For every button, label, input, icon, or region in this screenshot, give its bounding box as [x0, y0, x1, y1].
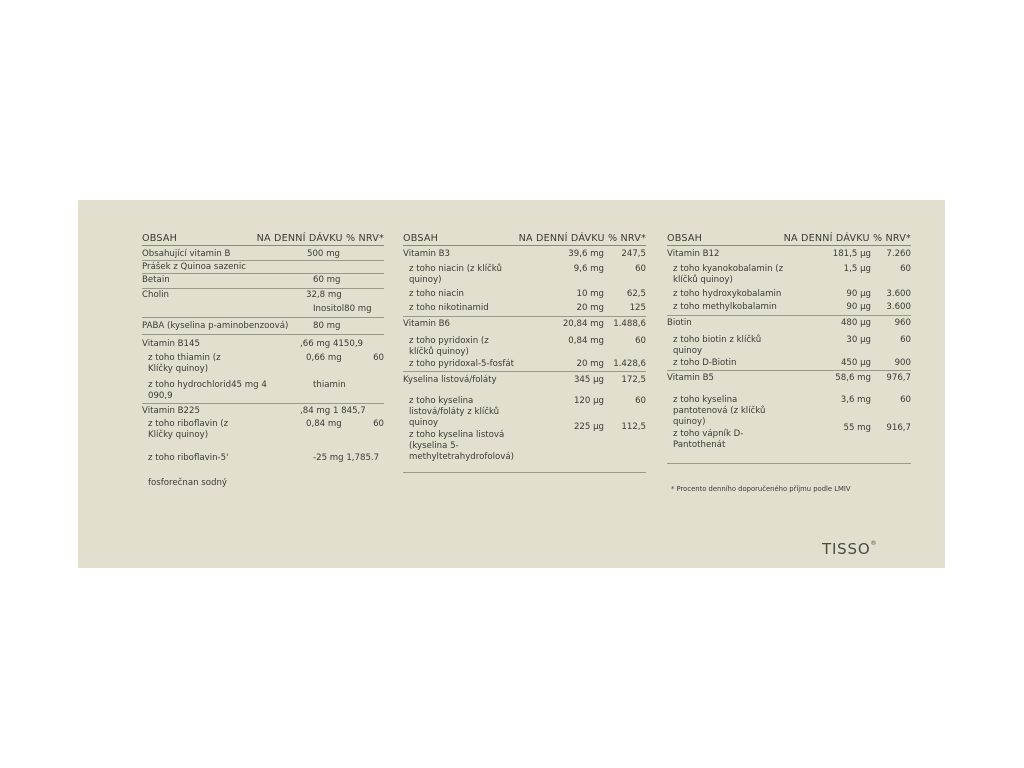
- row-amount: 90 µg: [846, 302, 871, 312]
- row-name: z toho riboflavin (z Klíčky quinoy): [148, 419, 229, 440]
- row-amount: 32,8 mg: [306, 290, 342, 300]
- table-header: [142, 233, 384, 246]
- table-row: [667, 248, 911, 262]
- table-row: [142, 261, 384, 274]
- row-name: z toho pyridoxal-5-fosfát: [409, 359, 515, 369]
- row-nrv: 3.600: [886, 302, 911, 312]
- table-row: [667, 262, 911, 288]
- row-amount: 0,84 mg: [306, 419, 342, 429]
- row-name: Vitamin B5: [667, 373, 715, 383]
- row-amount: 80 mg: [313, 321, 341, 331]
- table-row: [403, 396, 646, 430]
- row-name: Kyselina listová/foláty: [403, 375, 497, 385]
- table-row: [142, 318, 384, 335]
- row-nrv: 125: [629, 303, 646, 313]
- row-amount: 58,6 mg: [835, 373, 871, 383]
- table-row: [142, 274, 384, 289]
- row-name: Vitamin B225: [142, 406, 200, 416]
- row-amount: 500 mg: [307, 249, 340, 259]
- row-nrv: 1.488,6: [613, 319, 646, 329]
- row-name: Cholin: [142, 290, 169, 300]
- table-header: [667, 233, 911, 246]
- row-nrv: 62,5: [626, 289, 646, 299]
- table-row: [403, 317, 646, 333]
- row-name: z toho pyridoxin (z klíčků quinoy): [409, 336, 489, 357]
- nutrition-table-2: [403, 233, 646, 473]
- row-amount: 39,6 mg: [568, 249, 604, 259]
- row-amount: 120 µg: [573, 396, 604, 406]
- table-row: [403, 262, 646, 288]
- table-row: [403, 333, 646, 357]
- table-row: [403, 372, 646, 396]
- table-row: [667, 356, 911, 371]
- row-amount: 90 µg: [846, 289, 871, 299]
- header-nrv: NA DENNÍ DÁVKU % NRV*: [783, 233, 911, 244]
- table-row: [142, 335, 384, 351]
- row-name: z toho nikotinamid: [409, 303, 489, 313]
- row-amount: 0,84 mg: [568, 336, 604, 346]
- table-row: [142, 289, 384, 303]
- table-row: [667, 371, 911, 395]
- header-obsah: OBSAH: [142, 233, 178, 244]
- nutrition-table-3: [667, 233, 911, 464]
- row-nrv: 60: [373, 353, 384, 363]
- row-name: z toho vápník D-Pantothenát: [673, 429, 744, 450]
- row-name: z toho kyanokobalamin (z klíčků quinoy): [673, 264, 784, 285]
- table-row: [667, 301, 911, 316]
- table-row: [142, 351, 384, 377]
- row-nrv: 60: [635, 396, 646, 406]
- row-amount: 1,5 µg: [843, 264, 871, 274]
- table-row: [142, 377, 384, 404]
- table-row: [403, 248, 646, 262]
- row-amount: 3,6 mg: [840, 395, 871, 405]
- row-amount: 20,84 mg: [562, 319, 604, 329]
- row-amount: 480 µg: [840, 318, 871, 328]
- row-amount: 0,66 mg: [306, 353, 342, 363]
- row-name: Vitamin B6: [403, 319, 451, 329]
- row-amount: 30 µg: [846, 335, 871, 345]
- row-name: Betain: [142, 275, 170, 285]
- table-row: [142, 303, 384, 318]
- row-amount: thiamin: [313, 380, 346, 390]
- row-amount: 10 mg: [576, 289, 604, 299]
- table-row: [667, 332, 911, 356]
- row-amount: 225 µg: [573, 422, 604, 432]
- nutrition-panel: [78, 200, 945, 568]
- row-amount: 345 µg: [573, 375, 604, 385]
- table-row: [667, 316, 911, 332]
- row-nrv: 60: [635, 264, 646, 274]
- row-name: Vitamin B12: [667, 249, 720, 259]
- row-nrv: 112,5: [621, 422, 646, 432]
- row-name: Obsahující vitamin B: [142, 249, 231, 259]
- row-name: z toho methylkobalamin: [673, 302, 777, 312]
- row-nrv: 60: [900, 264, 911, 274]
- row-nrv: 3.600: [886, 289, 911, 299]
- row-nrv: 960: [894, 318, 911, 328]
- row-name: z toho hydrochlorid45 mg 4 090,9: [148, 380, 267, 401]
- row-nrv: 900: [894, 358, 911, 368]
- row-nrv: 7.260: [886, 249, 911, 259]
- header-obsah: OBSAH: [403, 233, 439, 244]
- row-nrv: 60: [900, 335, 911, 345]
- row-amount: ,66 mg 4150,9: [300, 339, 364, 349]
- row-name: z toho kyselina listová (kyselina 5-methyltetrahydrofolová): [409, 430, 514, 462]
- table-row: [667, 395, 911, 429]
- row-name: PABA (kyselina p-aminobenzoová): [142, 321, 289, 331]
- table-row: [403, 422, 646, 473]
- table-row: [142, 477, 384, 491]
- row-name: fosforečnan sodný: [148, 478, 228, 488]
- header-obsah: OBSAH: [667, 233, 703, 244]
- row-name: z toho thiamin (z Klíčky quinoy): [148, 353, 221, 374]
- row-amount: 60 mg: [313, 275, 341, 285]
- row-nrv: 172,5: [621, 375, 646, 385]
- row-name: z toho kyselina listová/foláty z klíčků quinoy: [409, 396, 500, 428]
- row-nrv: 60: [900, 395, 911, 405]
- table-row: [403, 302, 646, 317]
- row-amount: ,84 mg 1 845,7: [300, 406, 366, 416]
- row-nrv: 916,7: [886, 423, 911, 433]
- row-amount: 450 µg: [840, 358, 871, 368]
- row-name: Prášek z Quinoa sazenic: [142, 262, 246, 272]
- registered-mark: ®: [870, 540, 878, 547]
- row-name: z toho biotin z klíčků quinoy: [673, 335, 762, 356]
- row-amount: 55 mg: [843, 423, 871, 433]
- table-row: [403, 288, 646, 302]
- table-row: [142, 248, 384, 261]
- row-name: Biotin: [667, 318, 692, 328]
- row-nrv: 247,5: [621, 249, 646, 259]
- footnote: * Procento denního doporučeného příjmu podle LMIV: [671, 485, 851, 493]
- row-nrv: 1.428,6: [613, 359, 646, 369]
- table-row: [403, 357, 646, 372]
- table-row: [667, 288, 911, 301]
- row-name: z toho niacin: [409, 289, 464, 299]
- row-nrv: 60: [373, 419, 384, 429]
- row-nrv: 60: [635, 336, 646, 346]
- table-row: [142, 417, 384, 451]
- row-name: Vitamin B3: [403, 249, 451, 259]
- header-nrv: NA DENNÍ DÁVKU % NRV*: [518, 233, 646, 244]
- row-name: z toho niacin (z klíčků quinoy): [409, 264, 502, 285]
- row-name: Vitamin B145: [142, 339, 200, 349]
- row-name: z toho riboflavin-5': [148, 453, 229, 463]
- row-amount: 181,5 µg: [832, 249, 871, 259]
- row-amount: -25 mg 1,785.7: [313, 453, 380, 463]
- row-name: z toho hydroxykobalamin: [673, 289, 782, 299]
- row-amount: 9,6 mg: [573, 264, 604, 274]
- row-name: z toho D-Biotin: [673, 358, 737, 368]
- nutrition-table-1: [142, 233, 384, 491]
- table-header: [403, 233, 646, 246]
- table-row: [667, 423, 911, 464]
- row-amount: Inositol80 mg: [313, 304, 372, 314]
- header-nrv: NA DENNÍ DÁVKU % NRV*: [256, 233, 384, 244]
- row-name: z toho kyselina pantotenová (z klíčků quinoy): [673, 395, 766, 427]
- table-row: [142, 404, 384, 417]
- row-nrv: 976,7: [886, 373, 911, 383]
- table-row: [142, 451, 384, 477]
- row-amount: 20 mg: [576, 303, 604, 313]
- row-amount: 20 mg: [576, 359, 604, 369]
- brand-logo: [822, 540, 877, 558]
- brand-name: TISSO: [822, 540, 871, 558]
